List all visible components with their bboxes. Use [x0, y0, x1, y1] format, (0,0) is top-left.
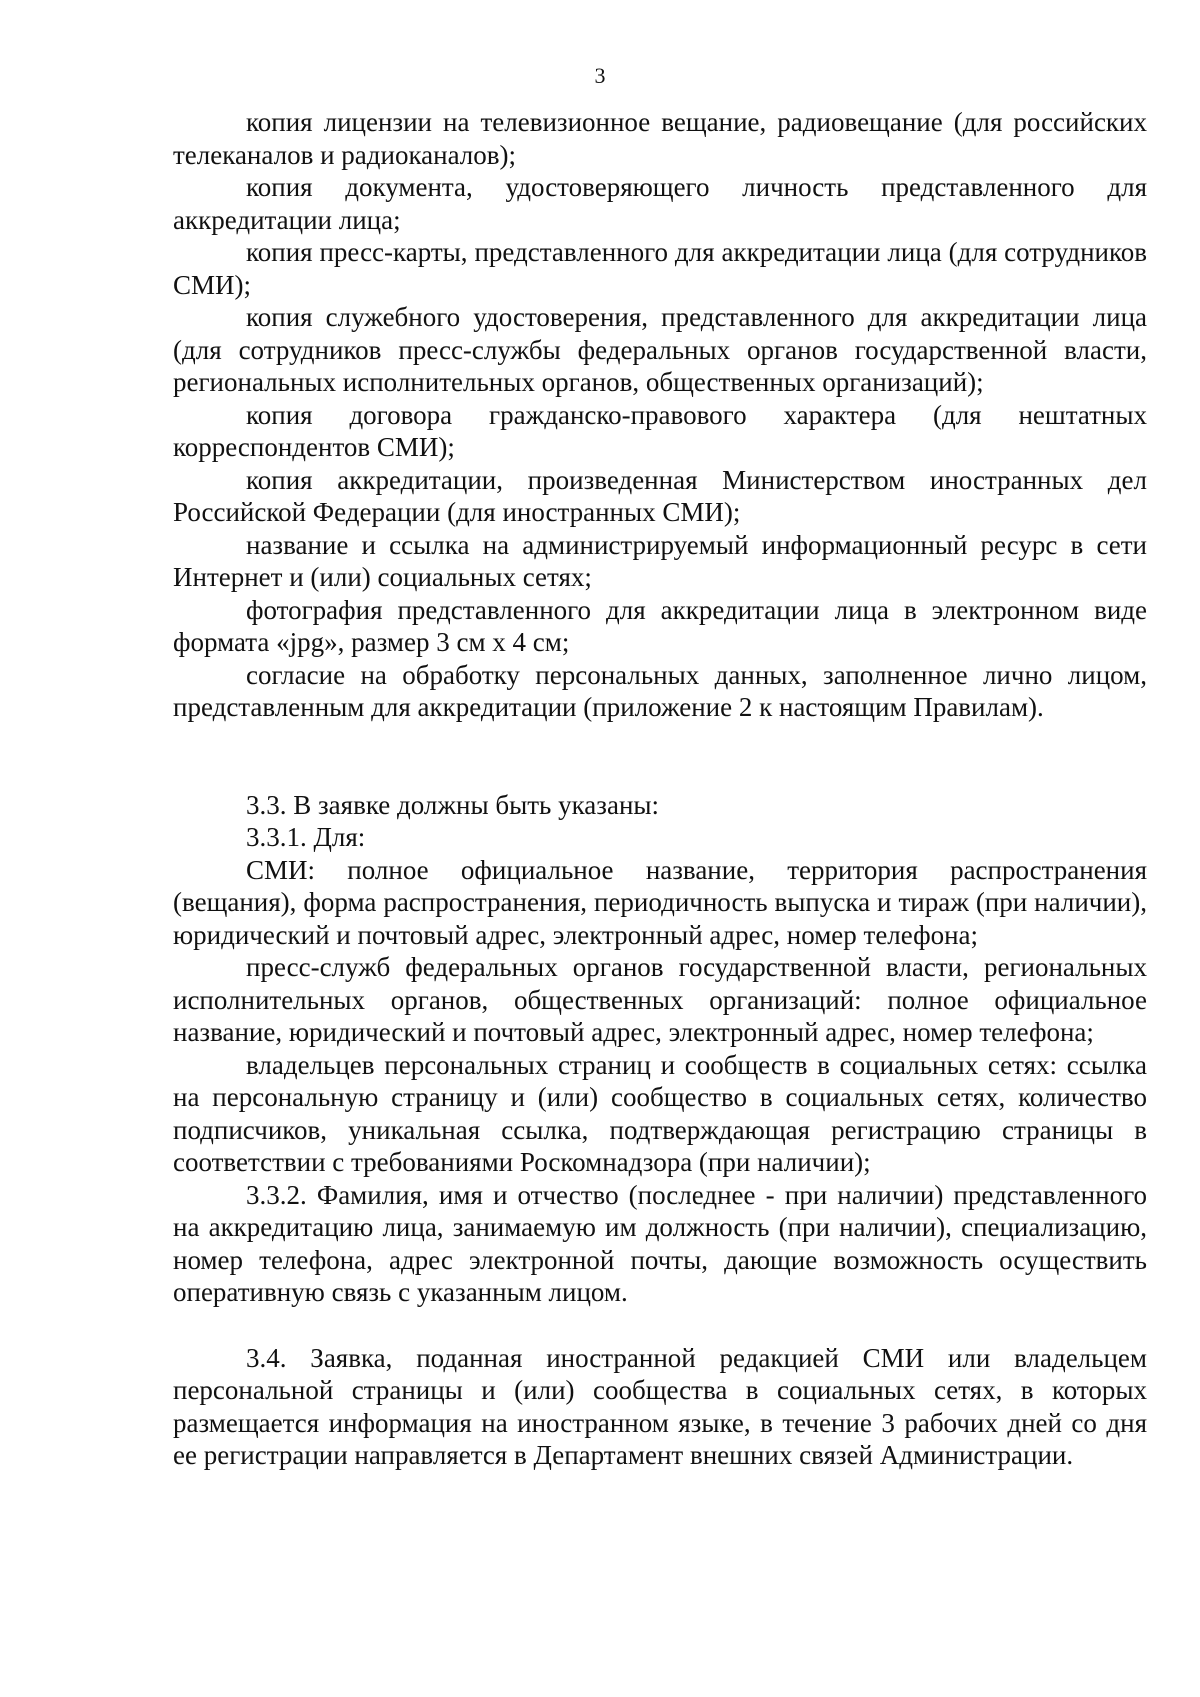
paragraph-press-card: копия пресс-карты, представленного для аккредитации лица (для сотрудников СМИ);: [173, 237, 1147, 300]
paragraph-social-page-owners: владельцев персональных страниц и сообществ в социальных сетях: ссылка на персональную страницу и (или) сообщество в социальных сетях, количество подписчиков, уникальная ссылка, подтверждающая регистрацию страницы в соответствии с требованиями Роскомнадзора (при наличии);: [173, 1049, 1147, 1177]
document-body: [173, 106, 1147, 1472]
section-heading-3-3-1: 3.3.1. Для:: [246, 822, 366, 852]
paragraph-photo: фотография представленного для аккредитации лица в электронном виде формата «jpg», размер 3 см х 4 см;: [173, 594, 1147, 657]
section-heading-3-3: 3.3. В заявке должны быть указаны:: [246, 789, 660, 820]
paragraph-section-3-4: 3.4. Заявка, поданная иностранной редакцией СМИ или владельцем персональной страницы и (или) сообщества в социальных сетях, в которых размещается информация на иностранном языке, в течение 3 рабочих дней со дня ее регистрации направляется в Департамент внешних связей Администрации.: [173, 1342, 1147, 1470]
paragraph-resource-link: название и ссылка на администрируемый информационный ресурс в сети Интернет и (или) социальных сетях;: [173, 529, 1147, 592]
paragraph-identity-document: копия документа, удостоверяющего личность представленного для аккредитации лица;: [173, 172, 1147, 235]
paragraph-service-id: копия служебного удостоверения, представленного для аккредитации лица (для сотрудников пресс-службы федеральных органов государственной власти, региональных исполнительных органов, общественных организаций);: [173, 302, 1147, 397]
paragraph-civil-contract: копия договора гражданско-правового характера (для нештатных корреспондентов СМИ);: [173, 399, 1147, 462]
page-number: 3: [594, 63, 606, 88]
paragraph-license-copy: копия лицензии на телевизионное вещание, радиовещание (для российских телеканалов и радиоканалов);: [173, 107, 1147, 170]
paragraph-section-3-3-2: 3.3.2. Фамилия, имя и отчество (последнее - при наличии) представленного на аккредитацию лица, занимаемую им должность (при наличии), специализацию, номер телефона, адрес электронной почты, дающие возможность осуществить оперативную связь с указанным лицом.: [173, 1179, 1147, 1307]
paragraph-media-requirements: СМИ: полное официальное название, территория распространения (вещания), форма распространения, периодичность выпуска и тираж (при наличии), юридический и почтовый адрес, электронный адрес, номер телефона;: [173, 854, 1147, 950]
paragraph-mfa-accreditation: копия аккредитации, произведенная Министерством иностранных дел Российской Федерации (для иностранных СМИ);: [173, 464, 1147, 527]
paragraph-press-service-requirements: пресс-служб федеральных органов государственной власти, региональных исполнительных органов, общественных организаций: полное официальное название, юридический и почтовый адрес, электронный адрес, номер телефона;: [173, 952, 1147, 1047]
paragraph-data-consent: согласие на обработку персональных данных, заполненное лично лицом, представленным для аккредитации (приложение 2 к настоящим Правилам).: [173, 659, 1147, 722]
